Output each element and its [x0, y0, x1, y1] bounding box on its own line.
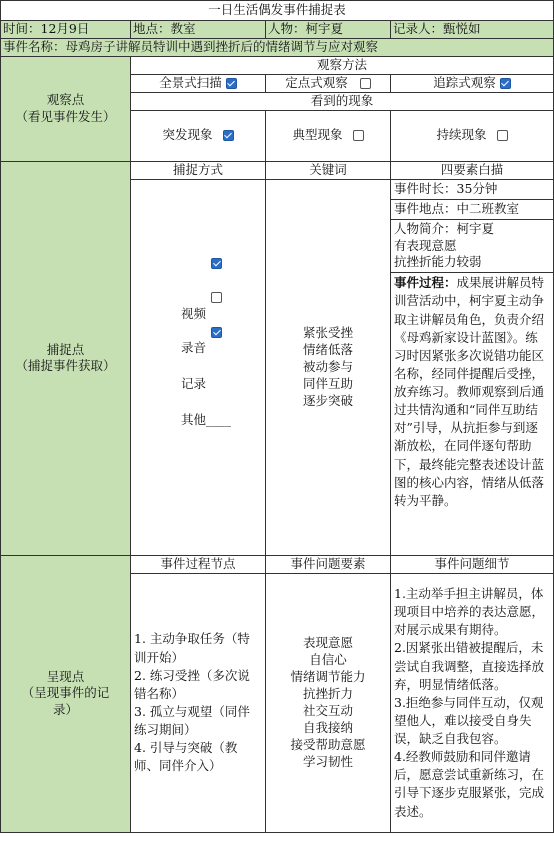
present-header-elements: 事件问题要素 [266, 555, 391, 573]
method-panorama-checkbox[interactable] [226, 78, 237, 89]
method-tracking-checkbox[interactable] [500, 78, 511, 89]
method-header: 观察方法 [131, 56, 554, 74]
present-label: 呈现点 （呈现事件的记 录） [1, 555, 131, 832]
present-elements: 表现意愿 自信心 情绪调节能力 抗挫折力 社交互动 自我接纳 接受帮助意愿 学习韧性 [266, 573, 391, 832]
meta-recorder: 记录人：甄悦如 [391, 21, 554, 39]
meta-person: 人物：柯宇夏 [266, 21, 391, 39]
way-other-label: 其他____ [181, 411, 232, 427]
method-tracking[interactable]: 追踪式观察 [391, 74, 554, 92]
meta-place: 地点：教室 [131, 21, 266, 39]
way-audio-checkbox[interactable] [211, 292, 222, 303]
present-header-nodes: 事件过程节点 [131, 555, 266, 573]
capture-header-elements: 四要素白描 [391, 161, 554, 179]
capture-header-way: 捕捉方式 [131, 161, 266, 179]
way-record-checkbox[interactable] [211, 327, 222, 338]
capture-ways [131, 179, 266, 555]
phenomenon-continuous[interactable]: 持续现象 [391, 110, 554, 161]
phenomenon-continuous-checkbox[interactable] [497, 130, 508, 141]
element-duration: 事件时长：35分钟 [391, 180, 553, 200]
phenomenon-sudden[interactable]: 突发现象 [131, 110, 266, 161]
phenomena-header: 看到的现象 [131, 92, 554, 110]
phenomenon-sudden-checkbox[interactable] [223, 130, 234, 141]
method-fixed-point-checkbox[interactable] [360, 78, 371, 89]
table-title: 一日生活偶发事件捕捉表 [1, 1, 554, 21]
capture-label: 捕捉点 （捕捉事件获取） [1, 161, 131, 555]
way-video-checkbox[interactable] [211, 258, 222, 269]
present-details: 1.主动举手担主讲解员，体现项目中培养的表达意愿，对展示成果有期待。 2.因紧张出错被提醒后，未尝试自我调整，直接选择放弃，明显情绪低落。 3.拒绝参与同伴互动，仅观望他人，难以接受自身失误，缺乏自我包容。 4.经教师鼓励和同伴邀请后，愿意尝试重新练习，在引导下逐步克服紧张，完成表述。 [391, 573, 554, 832]
element-process: 事件过程：成果展讲解员特训营活动中，柯宇夏主动争取主讲解员角色，负责介绍《母鸡新家设计蓝图》。练习时因紧张多次说错功能区名称，经同伴提醒后受挫，放弃练习。教师观察到后通过共情沟通和“同伴互助结对”引导，从抗拒参与到逐渐放松，在同伴逐句帮助下，最终能完整表述设计蓝图的核心内容，情绪从低落转为平静。 [394, 275, 545, 508]
way-audio-label: 录音 [181, 339, 207, 355]
present-header-details: 事件问题细节 [391, 555, 554, 573]
method-panorama[interactable]: 全景式扫描 [131, 74, 266, 92]
way-record-label: 记录 [181, 375, 207, 391]
observe-label: 观察点 （看见事件发生） [1, 56, 131, 161]
capture-keywords: 紧张受挫 情绪低落 被动参与 同伴互助 逐步突破 [266, 179, 391, 555]
phenomenon-typical-checkbox[interactable] [353, 130, 364, 141]
event-name: 事件名称：母鸡房子讲解员特训中遇到挫折后的情绪调节与应对观察 [1, 38, 554, 56]
method-fixed-point[interactable]: 定点式观察 [266, 74, 391, 92]
element-profile: 人物简介：柯宇夏 有表现意愿 抗挫折能力较弱 [391, 220, 553, 274]
capture-elements [391, 179, 554, 555]
element-place: 事件地点：中二班教室 [391, 200, 553, 220]
phenomenon-typical[interactable]: 典型现象 [266, 110, 391, 161]
capture-header-keyword: 关键词 [266, 161, 391, 179]
present-nodes: 1. 主动争取任务（特训开始） 2. 练习受挫（多次说错名称） 3. 孤立与观望（同伴练习期间） 4. 引导与突破（教师、同伴介入） [131, 573, 266, 832]
meta-time: 时间：12月9日 [1, 21, 131, 39]
way-video-label: 视频 [181, 305, 207, 321]
